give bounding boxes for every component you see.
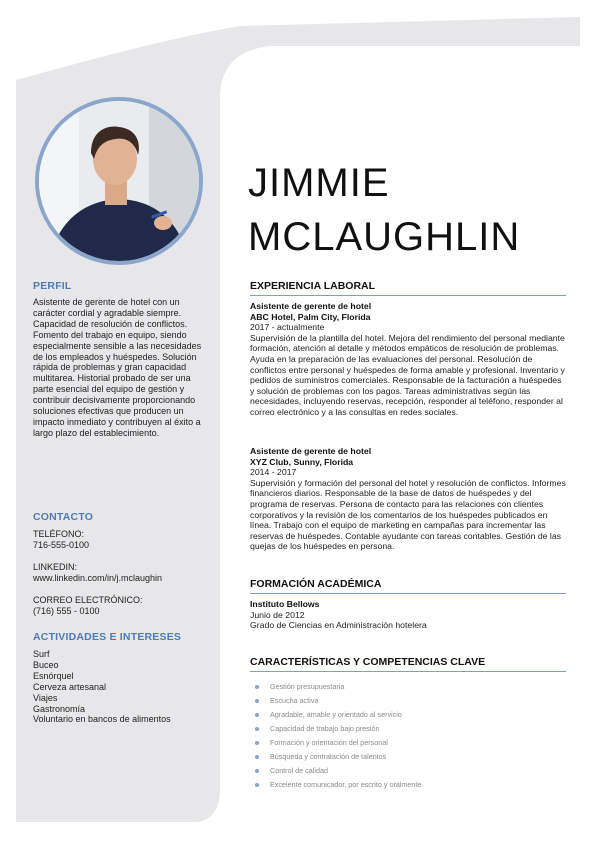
contact-linkedin (33, 562, 208, 584)
experience-heading: EXPERIENCIA LABORAL (250, 280, 566, 296)
profile-photo (35, 97, 203, 265)
activity-item: Surf (33, 649, 50, 659)
bullet-icon (255, 769, 259, 773)
bullet-icon (255, 783, 259, 787)
first-name: JIMMIE (248, 161, 390, 205)
skill-item (255, 778, 421, 792)
bullet-icon (255, 741, 259, 745)
job-company: ABC Hotel, Palm City, Florida (250, 311, 371, 322)
email-label: CORREO ELECTRÓNICO: (33, 595, 143, 605)
bullet-icon (255, 685, 259, 689)
skill-label: Escucha activa (270, 696, 319, 705)
activity-item: Viajes (33, 692, 58, 703)
job-description: Supervisión de la plantilla del hotel. Mejora del rendimiento del personal mediante formación, atención al detalle y métodos empáticos de resolución de problemas. Ayuda en la preparación de las evaluaciones del personal. Resolución de conflictos entre personal y huéspedes de forma amable y profesional. Inventario y pedidos de suministros comerciales. Responsable de la facturación a huéspedes y solución de problemas con los pagos. Tareas administrativas según las necesidades, incluyendo reservas, recepción, responder al teléfono, responder al correo electrónico y a las consultas en redes sociales. (250, 332, 565, 417)
bullet-icon (255, 713, 259, 717)
education-school: Instituto Bellows (250, 599, 320, 609)
perfil-paragraph: Asistente de gerente de hotel con un carácter cordial y agradable siempre. Capacidad de resolución de conflictos. Fomento del trabajo en equipo, siendo especialmente sensible a las necesidades de los empleados y huéspedes. Solución rápida de problemas y gran capacidad multitarea. Historial probado de ser una parte esencial del equipo de gestión y contribuir decisivamente proporcionando soluciones efectivas que producen un impacto inmediato y contribuyen al éxito a largo plazo del establecimiento. (33, 297, 202, 438)
perfil-text (33, 297, 208, 439)
phone-value: 716-555-0100 (33, 539, 90, 550)
job-description: Supervisión y formación del personal del hotel y resolución de conflictos. Informes financieros diarios. Responsable de la base de datos de huéspedes y del programa de reservas. Persona de contacto para las relaciones con clientes corporativos y la revisión de los comentarios de los huéspedes publicados en línea. Trabajo con el equipo de marketing en campañas para incrementar las reservas de huéspedes. Contable ayudante con tareas contables. Gestión de las quejas de los huéspedes en persona. (250, 477, 566, 552)
skill-label: Agradable, amable y orientado al servicio (270, 710, 402, 719)
skill-label: Gestión presupuestaria (270, 682, 345, 691)
skill-label: Búsqueda y contratación de talentos (270, 752, 387, 761)
job-title: Asistente de gerente de hotel (250, 446, 372, 456)
education-heading: FORMACIÓN ACADÉMICA (250, 578, 566, 594)
phone-label: TELÉFONO: (33, 529, 85, 539)
activities-list (33, 649, 208, 725)
skill-item (255, 708, 421, 722)
bullet-icon (255, 727, 259, 731)
skill-item (255, 680, 421, 694)
job-dates: 2014 - 2017 (250, 467, 297, 478)
skill-item (255, 736, 421, 750)
activities-heading: ACTIVIDADES E INTERESES (33, 631, 182, 643)
skills-list (255, 680, 421, 792)
activity-item: Buceo (33, 659, 59, 670)
education-date: Junio de 2012 (250, 609, 305, 620)
skill-item (255, 750, 421, 764)
activity-item: Esnórquel (33, 670, 74, 681)
job-entry-1 (250, 301, 568, 418)
contacto-heading: CONTACTO (33, 511, 94, 523)
bullet-icon (255, 755, 259, 759)
skill-item (255, 722, 421, 736)
job-title: Asistente de gerente de hotel (250, 301, 372, 311)
linkedin-label: LINKEDIN: (33, 562, 78, 572)
skill-item (255, 694, 421, 708)
job-entry-2 (250, 446, 568, 552)
skills-heading: CARACTERÍSTICAS Y COMPETENCIAS CLAVE (250, 656, 566, 672)
contact-phone (33, 529, 208, 551)
education-entry (250, 599, 568, 631)
skill-label: Capacidad de trabajo bajo presión (270, 724, 380, 733)
skill-label: Excelente comunicador, por escrito y oralmente (270, 780, 422, 789)
bullet-icon (255, 699, 259, 703)
job-dates: 2017 - actualmente (250, 322, 325, 333)
activity-item: Cerveza artesanal (33, 681, 107, 692)
perfil-heading: PERFIL (33, 280, 72, 292)
skill-label: Control de calidad (270, 766, 328, 775)
email-value: (716) 555 - 0100 (33, 605, 100, 616)
job-company: XYZ Club, Sunny, Florida (250, 456, 354, 467)
activity-item: Gastronomía (33, 703, 86, 714)
contact-email (33, 595, 208, 617)
skill-label: Formación y orientación del personal (270, 738, 388, 747)
activity-item: Voluntario en bancos de alimentos (33, 714, 171, 725)
skill-item (255, 764, 421, 778)
linkedin-value[interactable]: www.linkedin.com/in/j.mclaughin (33, 572, 163, 583)
last-name: MCLAUGHLIN (248, 215, 521, 259)
education-degree: Grado de Ciencias en Administración hotelera (250, 620, 427, 631)
